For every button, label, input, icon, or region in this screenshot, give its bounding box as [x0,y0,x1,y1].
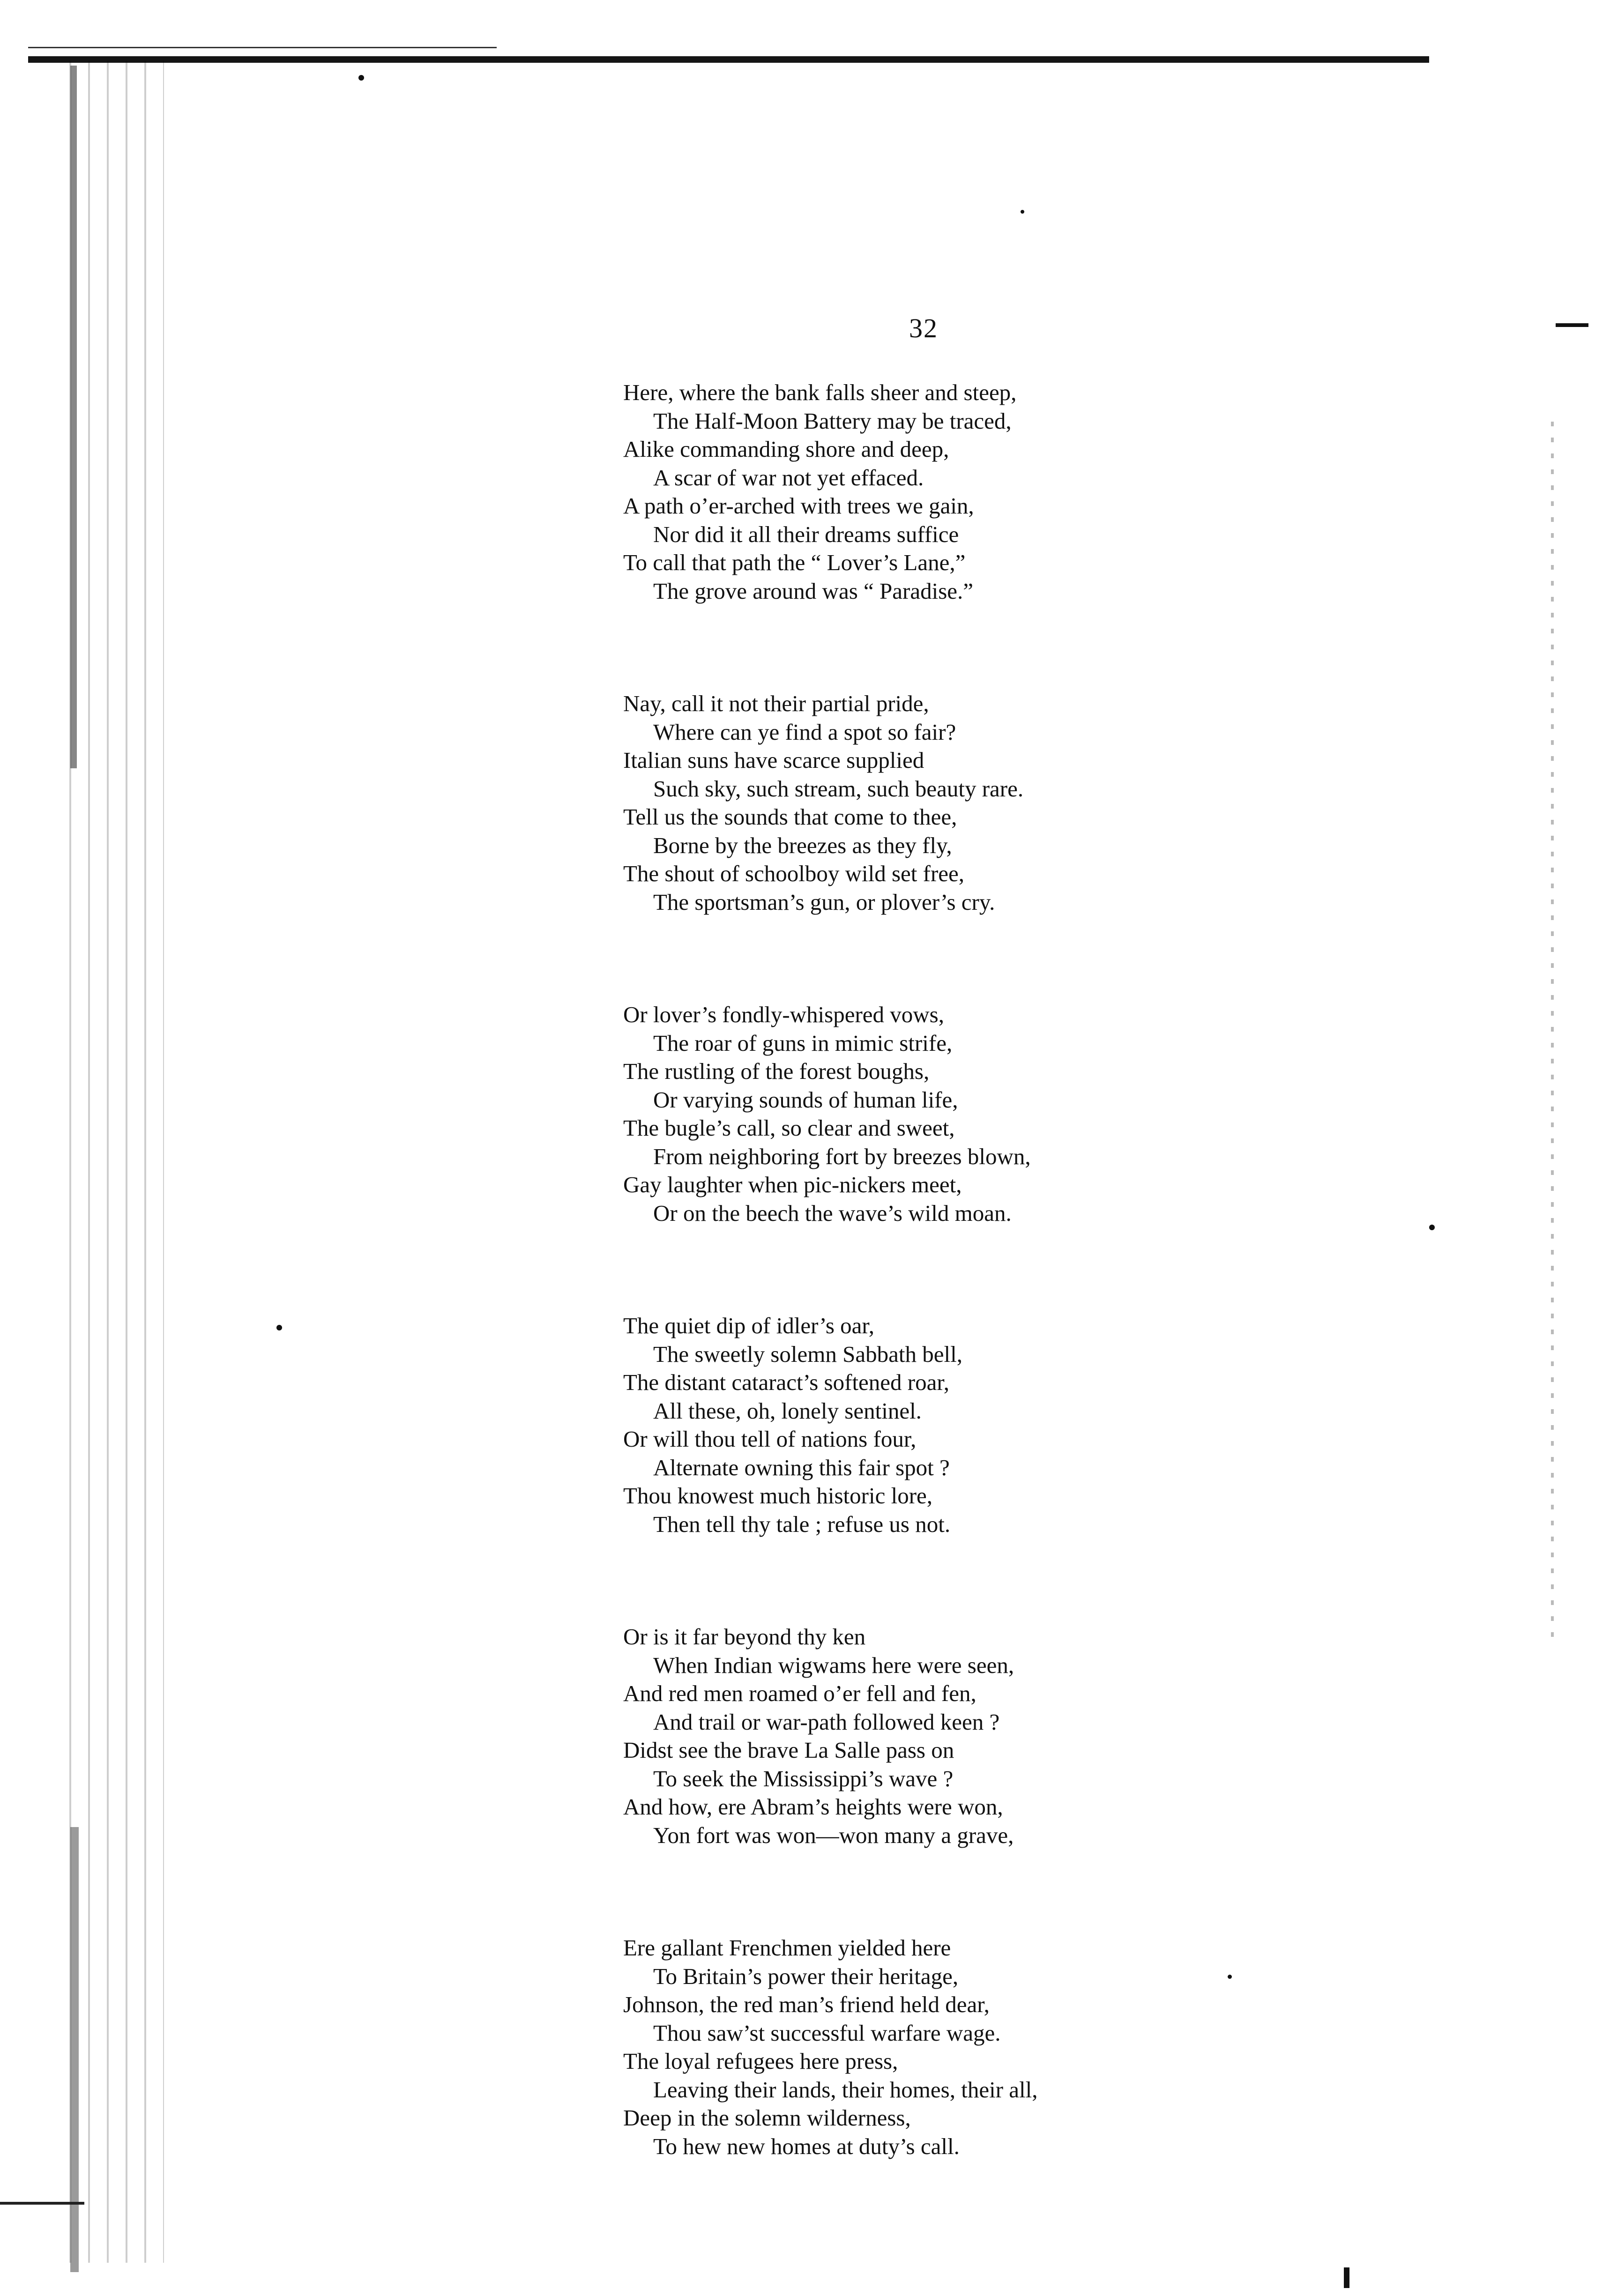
right-margin-dash [1556,323,1588,327]
verse-line: To call that path the “ Lover’s Lane,” [623,550,966,575]
verse-line: Nay, call it not their partial pride, [623,691,929,716]
left-binding-shadow-bottom [70,1827,79,2272]
verse-line: Then tell thy tale ; refuse us not. [653,1511,951,1537]
verse-line: A path o’er-arched with trees we gain, [623,493,974,519]
stanza [623,1312,1232,1538]
verse-line: Or is it far beyond thy ken [623,1624,866,1650]
verse-line: Yon fort was won—won many a grave, [653,1822,1014,1848]
verse-line: The sweetly solemn Sabbath bell, [653,1341,962,1367]
verse-line: From neighboring fort by breezes blown, [653,1143,1031,1169]
left-binding-shadow-top [70,66,77,768]
verse-line: To seek the Mississippi’s wave ? [653,1765,954,1791]
verse-line: Tell us the sounds that come to thee, [623,804,957,830]
verse-line: The quiet dip of idler’s oar, [623,1313,874,1338]
verse-line: Or lover’s fondly-whispered vows, [623,1002,944,1027]
verse-line: The sportsman’s gun, or plover’s cry. [653,889,995,915]
verse-line: To Britain’s power their heritage, [653,1963,959,1989]
poem-body [623,379,1232,2245]
verse-line: Deep in the solemn wilderness, [623,2105,911,2131]
verse-line: Borne by the breezes as they fly, [653,832,952,858]
verse-line: Thou saw’st successful warfare wage. [653,2020,1001,2046]
left-margin-tick [0,2202,84,2205]
top-scan-rule [28,47,497,48]
verse-line: Johnson, the red man’s friend held dear, [623,1991,990,2017]
page-number: 32 [909,313,938,343]
verse-line: The bugle’s call, so clear and sweet, [623,1115,955,1141]
verse-line: Or on the beech the wave’s wild moan. [653,1200,1012,1226]
verse-line: Nor did it all their dreams suffice [653,521,959,547]
top-border-rule [28,56,1429,63]
verse-line: Alternate owning this fair spot ? [653,1454,950,1480]
stanza [623,1623,1232,1850]
verse-line: All these, oh, lonely sentinel. [653,1397,922,1424]
ink-dot [276,1325,282,1330]
verse-line: Didst see the brave La Salle pass on [623,1737,954,1763]
verse-line: The distant cataract’s softened roar, [623,1369,949,1395]
stanza [623,1001,1232,1227]
verse-line: Such sky, such stream, such beauty rare. [653,775,1024,802]
verse-line: Or varying sounds of human life, [653,1086,958,1113]
bottom-ink-mark [1344,2267,1349,2288]
verse-line: Gay laughter when pic-nickers meet, [623,1172,962,1197]
verse-line: And trail or war-path followed keen ? [653,1709,1000,1735]
stanza [623,1934,1232,2161]
stanza [623,690,1232,916]
verse-line: Here, where the bank falls sheer and steep, [623,379,1017,405]
verse-line: The Half-Moon Battery may be traced, [653,408,1012,434]
verse-line: When Indian wigwams here were seen, [653,1652,1014,1678]
verse-line: Ere gallant Frenchmen yielded here [623,1935,951,1961]
verse-line: To hew new homes at duty’s call. [653,2133,960,2159]
verse-line: Italian suns have scarce supplied [623,747,924,773]
verse-line: The rustling of the forest boughs, [623,1058,930,1084]
verse-line: The roar of guns in mimic strife, [653,1030,953,1056]
verse-line: Leaving their lands, their homes, their all, [653,2076,1038,2103]
ink-dot [1021,210,1024,214]
verse-line: Or will thou tell of nations four, [623,1426,917,1452]
verse-line: The shout of schoolboy wild set free, [623,861,965,886]
verse-line: The loyal refugees here press, [623,2048,898,2074]
stanza [623,379,1232,605]
ink-dot [1429,1225,1435,1230]
right-edge-speckle [1551,422,1554,1640]
verse-line: And red men roamed o’er fell and fen, [623,1680,976,1706]
verse-line: The grove around was “ Paradise.” [653,578,974,604]
verse-line: Thou knowest much historic lore, [623,1483,933,1508]
ink-dot [358,75,364,81]
verse-line: Alike commanding shore and deep, [623,436,949,462]
verse-line: Where can ye find a spot so fair? [653,719,956,745]
verse-line: A scar of war not yet effaced. [653,464,924,490]
verse-line: And how, ere Abram’s heights were won, [623,1794,1003,1820]
